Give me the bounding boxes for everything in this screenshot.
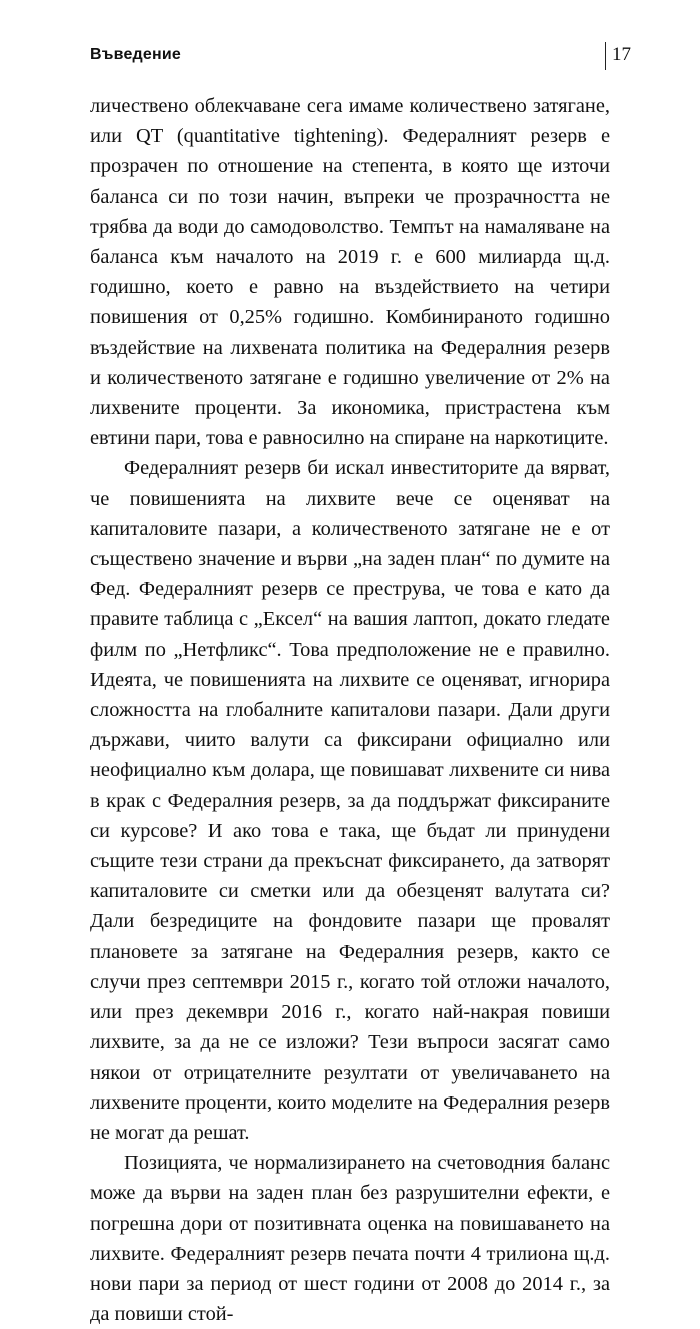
paragraph-1: личествено облекчаване сега имаме количествено затягане, или QT (quantitative tightening). Федералният резерв е прозрачен по отношение на степента, в която ще източи баланса си по този начин, въпреки че прозрачността не трябва да води до самодоволство. Темпът на намаляване на баланса към началото на 2019 г. е 600 милиарда щ.д. годишно, което е равно на въздействието на четири повишения от 0,25% годишно. Комбинираното годишно въздействие на лихвената политика на Федералния резерв и количественото затягане е годишно увеличение от 2% на лихвените проценти. За икономика, пристрастена към евтини пари, това е равносилно на спиране на наркотиците. bbox=[90, 95, 610, 450]
paragraph-3: Позицията, че нормализирането на счетоводния баланс може да върви на заден план без разрушителни ефекти, е погрешна дори от позитивната оценка на повишаването на лихвите. Федералният резерв печата почти 4 трилиона щ.д. нови пари за период от шест години от 2008 до 2014 г., за да повиши стой- bbox=[90, 1152, 610, 1326]
page-header bbox=[90, 42, 631, 76]
body-text bbox=[90, 91, 610, 1329]
page-number: 17 bbox=[612, 44, 631, 65]
paragraph-2: Федералният резерв би искал инвеститорите да вярват, че повишенията на лихвите вече се оценяват на капиталовите пазари, а количественото затягане не е от съществено значение и върви „на заден план“ по думите на Фед. Федералният резерв се преструва, че това е като да правите таблица с „Ексел“ на вашия лаптоп, докато гледате филм по „Нетфликс“. Това предположение не е правилно. Идеята, че повишенията на лихвите се оценяват, игнорира сложността на глобалните капиталови пазари. Дали други държави, чиито валути са фиксирани официално или неофициално към долара, ще повишават лихвените си нива в крак с Федералния резерв, за да поддържат фиксираните си курсове? И ако това е така, ще бъдат ли принудени същите тези страни да прекъснат фиксирането, да затворят капиталовите си сметки или да обезценят валутата си? Дали безредиците на фондовите пазари ще провалят плановете за затягане на Федералния резерв, както се случи през септември 2015 г., когато той отложи началото, или през декември 2016 г., когато най-накрая повиши лихвите, за да не се изложи? Тези въпроси засягат само някои от отрицателните резултати от увеличаването на лихвените проценти, които моделите на Федералния резерв не могат да решат. bbox=[90, 457, 610, 1144]
header-divider bbox=[605, 42, 606, 70]
running-head: Въведение bbox=[90, 46, 181, 63]
